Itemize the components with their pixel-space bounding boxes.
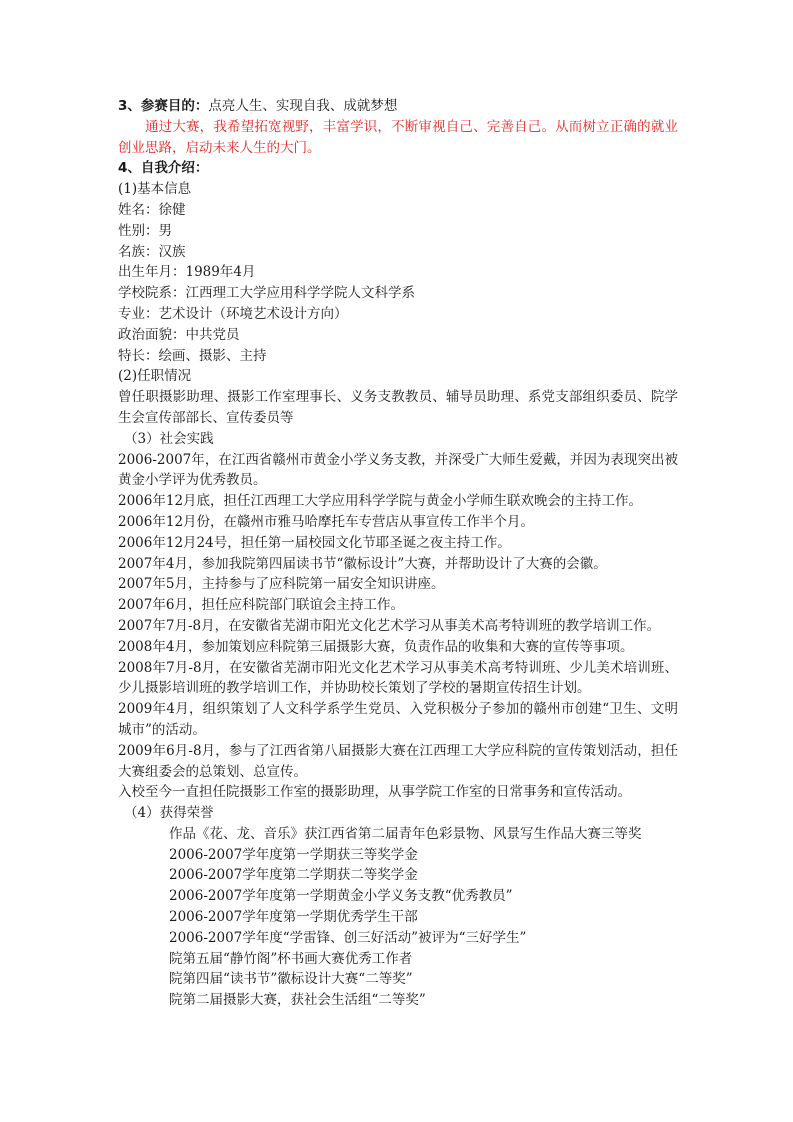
basic-info-item: 出生年月：1989年4月 xyxy=(118,264,256,281)
basic-info-item: 名族：汉族 xyxy=(118,243,186,260)
honor-item: 作品《花、龙、音乐》获江西省第二届青年色彩景物、风景写生作品大赛三等奖 xyxy=(169,825,642,842)
basic-info-item: 政治面貌：中共党员 xyxy=(118,326,240,343)
section3-heading: 3、参赛目的： xyxy=(118,98,209,114)
positions-text: 曾任职摄影助理、摄影工作室理事长、义务支教教员、辅导员助理、系党支部组织委员、院学生会宣传部部长、宣传委员等 xyxy=(118,389,678,426)
honor-item: 2006-2007学年度第二学期获二等奖学金 xyxy=(169,867,418,884)
honor-item: 2006-2007学年度“学雷锋、创三好活动”被评为“三好学生” xyxy=(169,929,527,946)
honor-item: 院第二届摄影大赛，获社会生活组“二等奖” xyxy=(169,992,426,1009)
practice-item: 2006年12月份，在赣州市雅马哈摩托车专营店从事宣传工作半个月。 xyxy=(118,513,535,530)
practice-item: 2006年12月24号，担任第一届校园文化节耶圣诞之夜主持工作。 xyxy=(118,534,511,551)
practice-item: 2009年6月-8月，参与了江西省第八届摄影大赛在江西理工大学应科院的宣传策划活动，担任大赛组委会的总策划、总宣传。 xyxy=(118,742,678,780)
practice-item: 2006-2007年，在江西省赣州市黄金小学义务支教，并深受广大师生爱戴，并因为表现突出被黄金小学评为优秀教员。 xyxy=(118,451,678,489)
basic-info-item: 特长：绘画、摄影、主持 xyxy=(118,347,267,364)
practice-item: 2009年4月，组织策划了人文科学系学生党员、入党积极分子参加的赣州市创建“卫生、文明城市”的活动。 xyxy=(118,701,678,738)
positions-title: (2)任职情况 xyxy=(118,368,192,385)
basic-info-item: 专业：艺术设计（环境艺术设计方向） xyxy=(118,305,348,322)
document-body xyxy=(118,96,678,1011)
practice-item: 2007年4月，参加我院第四届读书节“徽标设计”大赛，并帮助设计了大赛的会徽。 xyxy=(118,555,607,572)
practice-item: 2007年7月-8月，在安徽省芜湖市阳光文化艺术学习从事美术高考特训班的教学培训工作。 xyxy=(118,617,661,634)
section3-heading-line xyxy=(118,96,678,117)
basic-info-item: 学校院系：江西理工大学应用科学学院人文科学系 xyxy=(118,285,415,302)
practice-title: （3）社会实践 xyxy=(124,430,214,447)
basic-info-title: (1)基本信息 xyxy=(118,181,192,198)
honors-title: （4）获得荣誉 xyxy=(124,805,214,822)
honor-item: 院第五届“静竹阁”杯书画大赛优秀工作者 xyxy=(169,950,413,967)
practice-item: 2007年6月，担任应科院部门联谊会主持工作。 xyxy=(118,597,404,614)
honor-item: 2006-2007学年度第一学期优秀学生干部 xyxy=(169,909,418,926)
practice-item: 2007年5月，主持参与了应科院第一届安全知识讲座。 xyxy=(118,576,445,593)
section4-heading: 4、自我介绍： xyxy=(118,160,209,177)
section3-goal: 点亮人生、实现自我、成就梦想 xyxy=(208,98,398,114)
honor-item: 2006-2007学年度第一学期获三等奖学金 xyxy=(169,846,418,863)
basic-info-item: 姓名：徐健 xyxy=(118,201,186,218)
honor-item: 院第四届“读书节”徽标设计大赛“二等奖” xyxy=(169,971,413,988)
practice-item: 2008年7月-8月，在安徽省芜湖市阳光文化艺术学习从事美术高考特训班、少儿美术培训班、少儿摄影培训班的教学培训工作，并协助校长策划了学校的暑期宣传招生计划。 xyxy=(118,659,678,697)
honor-item: 2006-2007学年度第一学期黄金小学义务支教“优秀教员” xyxy=(169,888,513,905)
practice-item: 2006年12月底，担任江西理工大学应用科学学院与黄金小学师生联欢晚会的主持工作。 xyxy=(118,493,643,510)
practice-item: 入校至今一直担任院摄影工作室的摄影助理，从事学院工作室的日常事务和宣传活动。 xyxy=(118,784,631,801)
section3-paragraph: 通过大赛，我希望拓宽视野，丰富学识，不断审视自己、完善自己。从而树立正确的就业创业思路，启动未来人生的大门。 xyxy=(118,118,678,156)
practice-item: 2008年4月，参加策划应科院第三届摄影大赛，负责作品的收集和大赛的宣传等事项。 xyxy=(118,638,634,655)
basic-info-item: 性别：男 xyxy=(118,222,172,239)
